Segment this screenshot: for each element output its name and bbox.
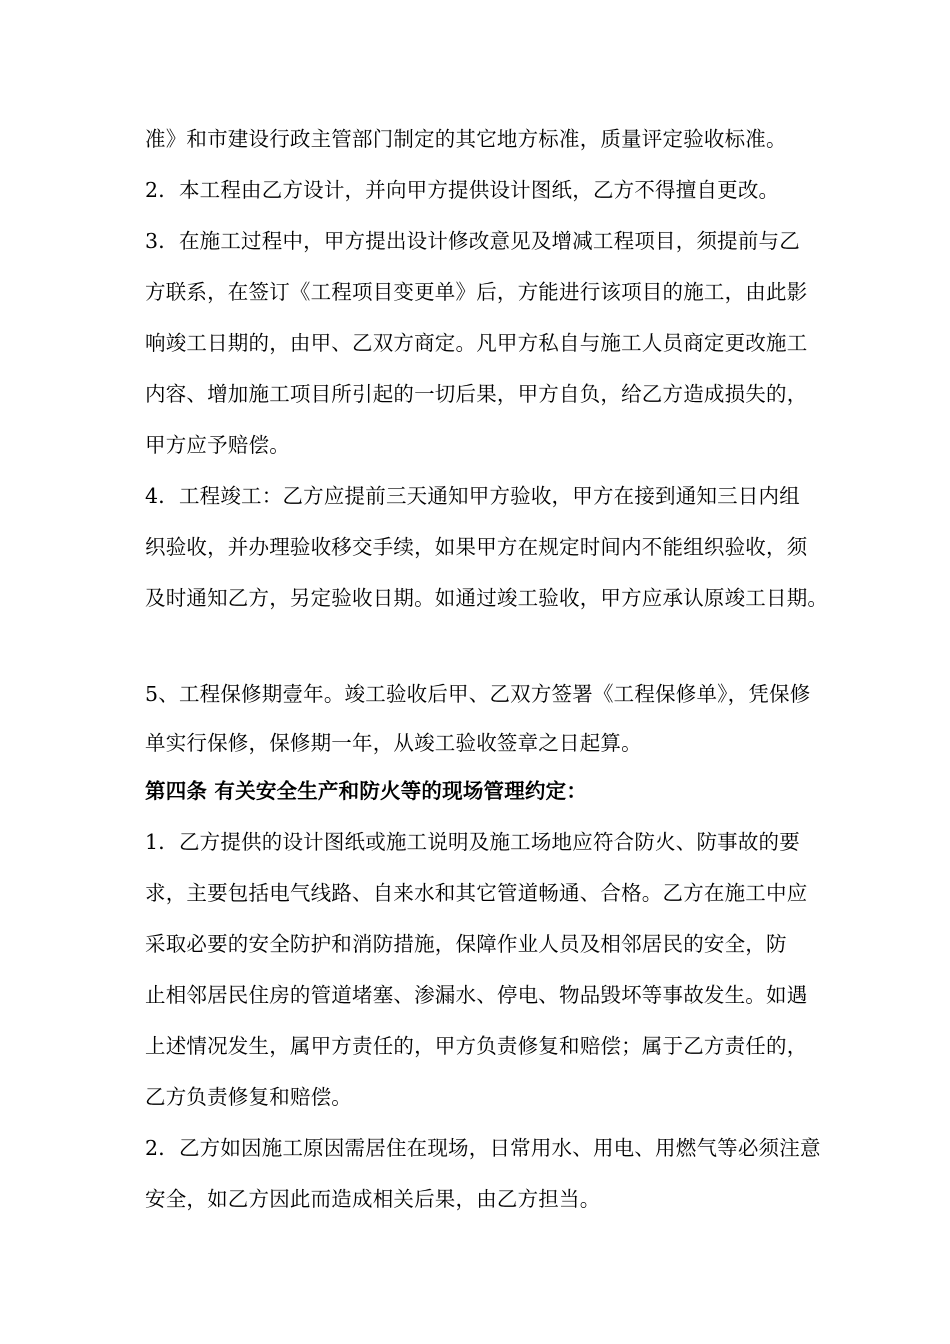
text-line: 上述情况发生，属甲方责任的，甲方负责修复和赔偿；属于乙方责任的，: [145, 1034, 808, 1058]
text-line: 2．本工程由乙方设计，并向甲方提供设计图纸，乙方不得擅自更改。: [145, 178, 780, 202]
text-line: 准》和市建设行政主管部门制定的其它地方标准，质量评定验收标准。: [145, 127, 787, 151]
text-line: 安全，如乙方因此而造成相关后果，由乙方担当。: [145, 1187, 601, 1211]
text-line: 1．乙方提供的设计图纸或施工说明及施工场地应符合防火、防事故的要: [145, 830, 800, 854]
text-line: 4．工程竣工：乙方应提前三天通知甲方验收，甲方在接到通知三日内组: [145, 484, 800, 508]
text-line: 织验收，并办理验收移交手续，如果甲方在规定时间内不能组织验收，须: [145, 535, 808, 559]
text-line: 3．在施工过程中，甲方提出设计修改意见及增减工程项目，须提前与乙: [145, 229, 800, 253]
text-line: 2．乙方如因施工原因需居住在现场，日常用水、用电、用燃气等必须注意: [145, 1136, 821, 1160]
text-line: 响竣工日期的，由甲、乙双方商定。凡甲方私自与施工人员商定更改施工: [145, 331, 808, 355]
text-line: 5、工程保修期壹年。竣工验收后甲、乙双方签署《工程保修单》，凭保修: [145, 682, 811, 706]
text-line: 乙方负责修复和赔偿。: [145, 1085, 352, 1109]
text-line: 采取必要的安全防护和消防措施，保障作业人员及相邻居民的安全，防: [145, 932, 787, 956]
text-line: 单实行保修，保修期一年，从竣工验收签章之日起算。: [145, 731, 642, 755]
text-line: 止相邻居民住房的管道堵塞、渗漏水、停电、物品毁坏等事故发生。如遇: [145, 983, 808, 1007]
text-line: 甲方应予赔偿。: [145, 433, 290, 457]
text-line: 方联系，在签订《工程项目变更单》后，方能进行该项目的施工，由此影: [145, 280, 808, 304]
text-line: 求，主要包括电气线路、自来水和其它管道畅通、合格。乙方在施工中应: [145, 881, 808, 905]
text-line: 及时通知乙方，另定验收日期。如通过竣工验收，甲方应承认原竣工日期。: [145, 586, 829, 610]
section-heading: 第四条 有关安全生产和防火等的现场管理约定：: [145, 779, 588, 803]
text-line: 内容、增加施工项目所引起的一切后果，甲方自负，给乙方造成损失的，: [145, 382, 808, 406]
